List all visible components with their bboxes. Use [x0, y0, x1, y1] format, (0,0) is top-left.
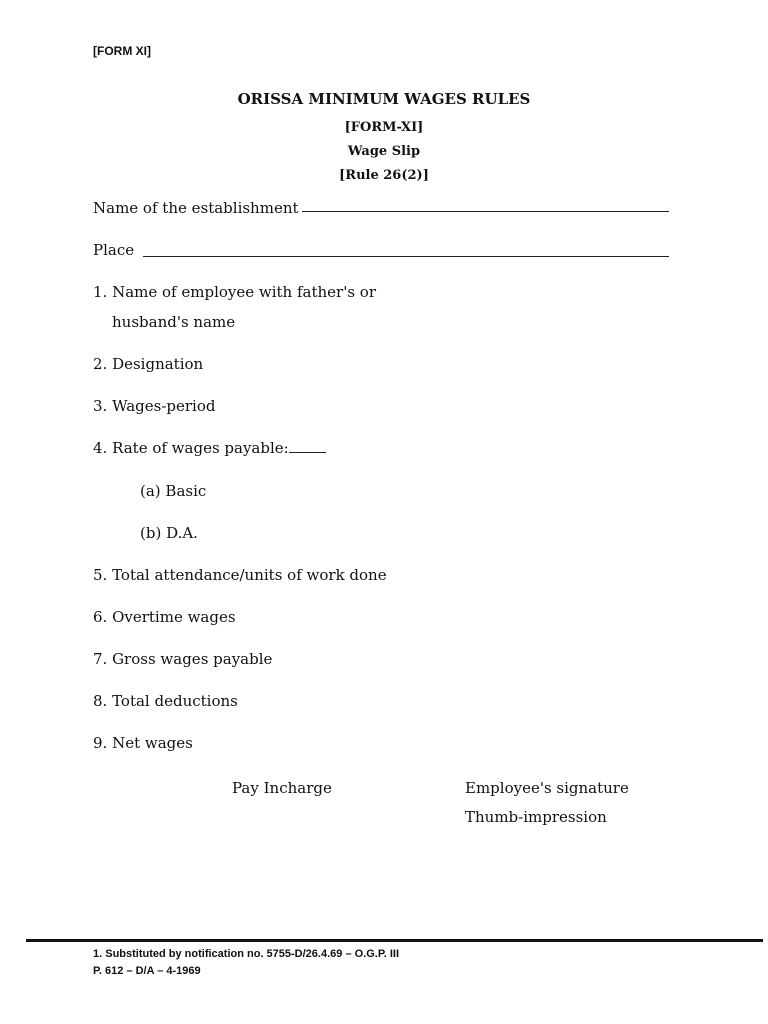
- footnote-2: P. 612 – D/A – 4-1969: [93, 965, 201, 977]
- item-gross-wages: 7. Gross wages payable: [93, 650, 273, 668]
- pay-incharge-label: Pay Incharge: [232, 779, 332, 797]
- item-da: (b) D.A.: [140, 524, 198, 542]
- footnote-1: 1. Substituted by notification no. 5755-D/26.4.69 – O.G.P. III: [93, 948, 400, 960]
- employee-signature-label: Employee's signature: [465, 779, 629, 797]
- item-employee-name-cont: husband's name: [112, 313, 236, 331]
- establishment-line[interactable]: [302, 211, 669, 212]
- thumb-impression-label: Thumb-impression: [465, 808, 607, 826]
- rule-reference: [Rule 26(2)]: [339, 168, 429, 183]
- item-total-attendance: 5. Total attendance/units of work done: [93, 566, 387, 584]
- item-overtime-wages: 6. Overtime wages: [93, 608, 236, 626]
- item-designation: 2. Designation: [93, 355, 204, 373]
- document-title: ORISSA MINIMUM WAGES RULES: [237, 90, 531, 108]
- item-net-wages: 9. Net wages: [93, 734, 193, 752]
- rate-of-wages-line[interactable]: [289, 452, 326, 453]
- footer-divider: [26, 939, 763, 942]
- place-label: Place: [93, 241, 135, 259]
- establishment-label: Name of the establishment: [93, 199, 299, 217]
- item-rate-of-wages: 4. Rate of wages payable:: [93, 439, 289, 457]
- form-tag: [FORM XI]: [93, 44, 151, 58]
- item-wages-period: 3. Wages-period: [93, 397, 216, 415]
- document-subtitle: Wage Slip: [347, 144, 421, 159]
- form-label: [FORM-XI]: [344, 120, 424, 135]
- item-total-deductions: 8. Total deductions: [93, 692, 238, 710]
- item-employee-name: 1. Name of employee with father's or: [93, 283, 377, 301]
- item-basic: (a) Basic: [140, 482, 207, 500]
- place-line[interactable]: [143, 256, 669, 257]
